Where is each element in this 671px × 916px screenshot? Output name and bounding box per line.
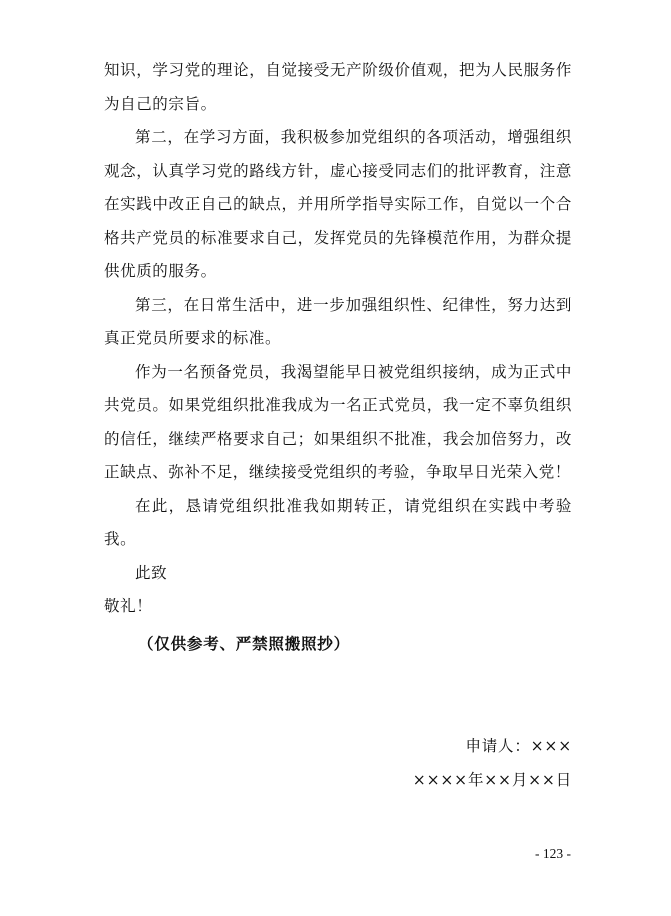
paragraph-continuation: 知识，学习党的理论，自觉接受无产阶级价值观，把为人民服务作为自己的宗旨。 <box>104 61 572 113</box>
closing-phrase: 此致 <box>135 563 168 582</box>
reference-note: （仅供参考、严禁照搬照抄） <box>138 635 350 653</box>
letter-body <box>104 54 572 624</box>
paragraph-request: 在此，恳请党组织批准我如期转正，请党组织在实践中考验我。 <box>104 496 572 548</box>
paragraph-study: 第二，在学习方面，我积极参加党组织的各项活动，增强组织观念，认真学习党的路线方针，虚心接受同志们的批评教育，注意在实践中改正自己的缺点，并用所学指导实际工作，自觉以一个合格共产党员的标准要求自己，发挥党员的先锋模范作用，为群众提供优质的服务。 <box>104 128 572 280</box>
page-number: - 123 - <box>535 846 571 861</box>
applicant-signature: 申请人：××× <box>465 737 572 755</box>
salute: 敬礼！ <box>104 597 153 615</box>
date-line: ××××年××月××日 <box>412 771 572 789</box>
paragraph-probationary-member: 作为一名预备党员，我渴望能早日被党组织接纳，成为正式中共党员。如果党组织批准我成为一名正式党员，我一定不辜负组织的信任，继续严格要求自己；如果组织不批准，我会加倍努力，改正缺点、弥补不足，继续接受党组织的考验，争取早日光荣入党！ <box>104 362 572 481</box>
paragraph-daily-life: 第三，在日常生活中，进一步加强组织性、纪律性，努力达到真正党员所要求的标准。 <box>104 295 572 347</box>
